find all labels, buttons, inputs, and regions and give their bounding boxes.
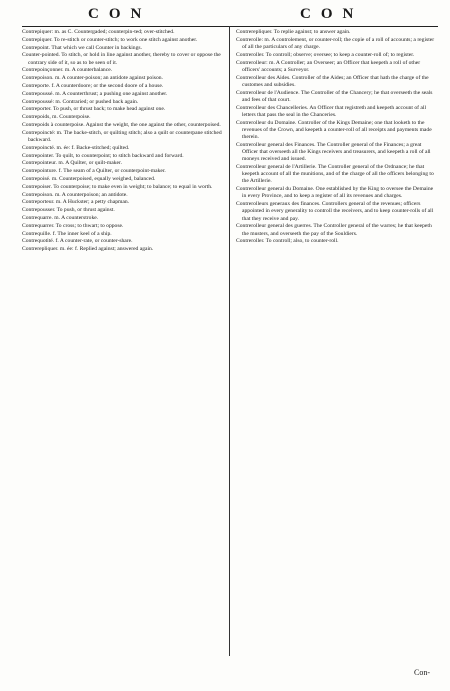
dictionary-entry: Contreporteur. m. A Huckster; a petty chapman. [22,199,130,206]
dictionary-entry: Contrepiquer: m. as C. Countergaded; counterpin-ted; over-stitched. [22,29,175,35]
dictionary-entry: Contrepoison. m. A counter-poison; an antidote against poison. [22,75,163,82]
left-column [22,29,222,665]
dictionary-entry: Contrepointeur. m. A Quilter, or quilt-maker. [22,160,122,167]
dictionary-entry: Contreroller. To controll; also, to counter-roll. [236,238,339,245]
dictionary-entry: Contrerolleur du Domaine. Controller of the Kings Demaine; one that looketh to the revenues of the Crown, and keepeth a counter-roll of all receipts and payments made therein. [236,119,432,140]
dictionary-entry: Contrepoinçonner. m. A counterbalance. [22,67,113,74]
header-rule [22,26,438,27]
dictionary-entry: Contrerolleur general de l'Artillerie. The Controller general of the Ordnance; he that keepeth account of all the munitions, and of the charge of all the officers belonging to the Artillerie. [236,164,434,185]
dictionary-entry: Contrepoisé. m. Counterpoised, equally weighed, balanced. [22,175,156,182]
dictionary-entry: Contrequarre. m. A counterstroke. [22,214,99,221]
dictionary-entry: Contrepointure. f. The seam of a Quilter, or counterpoint-maker. [22,168,166,175]
dictionary-entry: Contrepoincté: m. The backe-stitch, or quilting stitch; also a quilt or counterpane stitched backward. [22,129,222,143]
dictionary-entry: Contrerolleur de l'Audience. The Controller of the Chancery; he that overseeth the seals and fees of that court. [236,89,433,103]
dictionary-entry: Contrerolleur general des Finances. The Controller general of the Finances; a great Officer that overseeth all the Kings receivers and treasurers, and keepeth a roll of all moneys received and issued. [236,141,431,163]
right-column [236,29,436,665]
dictionary-entry: Contrequotité. f. A counter-rate, or counter-share. [22,238,133,245]
dictionary-entry: Contrepoids, m. Counterpoise. [22,114,91,121]
dictionary-entry: Contrepoincté. m. ée: f. Backe-stitched; quilted. [22,144,130,151]
dictionary-entry: Contrerolleur general du Domaine. One established by the King to oversee the Demaine in every Province, and to keep a register of all its revenues and charges. [236,186,434,200]
dictionary-entry: Contrerolle: m. A controlement, or counter-roll; the copie of a roll of accounts; a register of all the particulars of any charge. [236,36,435,50]
dictionary-entry: Contreroller. To controll; observe; oversee; to keep a counter-roll of; to register. [236,51,415,58]
dictionary-entry: Contrerepliquer. m. ée: f. Replied against; answered again. [22,246,154,253]
header-right-headword: CON [300,6,364,22]
dictionary-entry: Contrepousser. To push, or thrust against. [22,207,115,214]
dictionary-entry: Contrepoussé. m. A counterthrust; a pushing one against another. [22,90,168,97]
dictionary-entry: Contrequille. f. The inner keel of a ship. [22,230,112,237]
dictionary-entry: Contrepoiser. To counterpoise; to make even in weight; to balance; to equal in worth. [22,183,213,190]
dictionary-entry: Contrepiquer. To re-stitch or counter-stitch; to work one stitch against another. [22,36,198,43]
dictionary-entry: Contrerolleur des Chancelleries. An Officer that registreth and keepeth account of all letters that pass the seal in the Chanceries. [236,104,427,118]
dictionary-entry: Contreporter. To push, or thrust back; to make head against one. [22,106,166,113]
column-divider [229,26,230,656]
dictionary-entry: Contrerolleur: m. A Controller; an Overseer; an Officer that keepeth a roll of other officers' accounts; a Surveyor. [236,59,421,73]
dictionary-entry: Contreporte. f. A counterdoore; or the second doore of a house. [22,82,164,89]
dictionary-entry: Contrepoussé: m. Contraried; or pushed back again. [22,98,139,105]
dictionary-entry: Contrerolleur general des guerres. The Controller general of the warres; he that keepeth the musters, and overseeth the pay of the Souldiers. [236,223,432,237]
dictionary-entry: Contrepoids à counterpoise. Against the weight, the one against the other, counterpoised. [22,121,221,128]
dictionary-entry: Counter-pointed. To stitch, or hold in line against another, thereby to cover or oppose the contrary side of it, so as to be seen of it. [22,52,221,66]
dictionary-entry: Contrepoison. m. A counterpoison; an antidote. [22,191,128,198]
dictionary-entry: Contrerepliquer. To replie against; to answer again. [236,29,351,35]
running-header [0,6,450,26]
header-left-headword: CON [88,6,152,22]
dictionary-entry: Contrepointer. To quilt, to counterpoint; to stitch backward and forward. [22,152,184,159]
catchword: Con- [414,668,430,677]
dictionary-entry: Contrequarrer. To cross; to thwart; to oppose. [22,222,124,229]
dictionary-entry: Contrepoint. That which we call Counter in backings. [22,44,142,51]
dictionary-entry: Contrerolleur des Aides. Controller of the Aides; an Officer that hath the charge of the customes and subsidies. [236,74,429,88]
dictionary-entry: Contrerolleurs generaux des finances. Controllers general of the revenues; officers appointed in every generality to controll the receivers, and to keep counter-rolls of all that they receive and pay. [236,201,434,222]
